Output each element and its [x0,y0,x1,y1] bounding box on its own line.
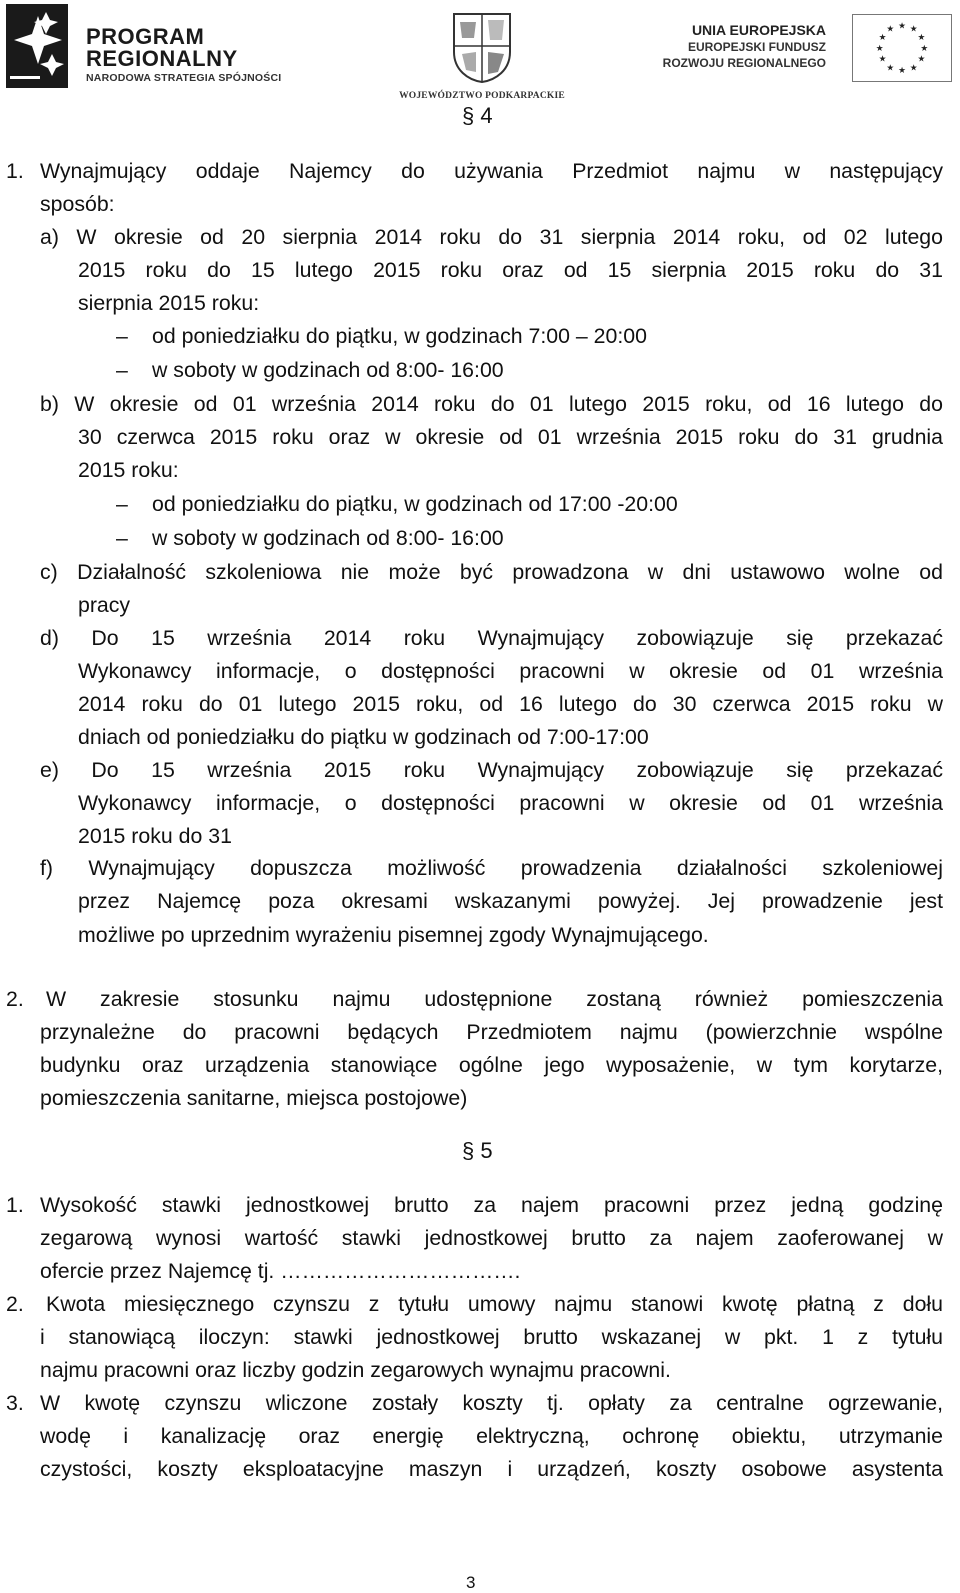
paragraph-line: Wysokość stawki jednostkowej brutto za najem pracowni przez jedną godzinę [40,1193,943,1217]
program-logo-line2: REGIONALNY [86,46,238,71]
paragraph-line: W zakresie stosunku najmu udostępnione zostaną również pomieszczenia [46,987,943,1011]
dash-bullet: – [116,358,128,382]
dash-bullet: – [116,492,128,516]
list-item-c: c) Działalność szkoleniowa nie może być prowadzona w dni ustawowo wolne od [40,560,943,584]
list-item-d: d) Do 15 września 2014 roku Wynajmujący zobowiązuje się przekazać [40,626,943,650]
program-logo-line1: PROGRAM [86,24,205,49]
paragraph-line: wodę i kanalizację oraz energię elektryczną, ochronę obiektu, utrzymanie [40,1424,943,1448]
list-item-e: Wykonawcy informacje, o dostępności pracowni w okresie od 01 września [78,791,943,815]
list-item-f: f) Wynajmujący dopuszcza możliwość prowadzenia działalności szkoleniowej [40,856,943,880]
list-item-a: sierpnia 2015 roku: [78,291,260,315]
section-heading-5: § 5 [462,1138,493,1163]
item-number: 3. [6,1391,24,1415]
region-caption: WOJEWÓDZTWO PODKARPACKIE [399,91,565,101]
list-item-e: e) Do 15 września 2015 roku Wynajmujący zobowiązuje się przekazać [40,758,943,782]
section-heading-4: § 4 [462,103,493,128]
item-number: 2. [6,987,24,1011]
paragraph-line: najmu pracowni oraz liczby godzin zegarowych wynajmu pracowni. [40,1358,671,1382]
item-number: 1. [6,1193,24,1217]
list-item-e: 2015 roku do 31 [78,824,232,848]
svg-text:★: ★ [909,62,918,73]
paragraph-line: przynależne do pracowni będących Przedmiotem najmu (powierzchnie wspólne [40,1020,943,1044]
svg-text:★: ★ [875,42,884,53]
list-item-f: możliwe po uprzednim wyrażeniu pisemnej zgody Wynajmującego. [78,923,709,947]
paragraph-line: pomieszczenia sanitarne, miejsca postojowe) [40,1086,468,1110]
list-item-a: a) W okresie od 20 sierpnia 2014 roku do 31 sierpnia 2014 roku, od 02 lutego [40,225,943,249]
page-number: 3 [466,1573,476,1592]
svg-text:★: ★ [886,23,895,34]
list-item-b: 2015 roku: [78,458,179,482]
schedule-line: od poniedziałku do piątku, w godzinach 7:00 – 20:00 [152,324,647,348]
svg-text:★: ★ [898,20,906,31]
svg-text:★: ★ [909,23,918,34]
paragraph-line: sposób: [40,192,115,216]
paragraph-line: Wynajmujący oddaje Najemcy do używania Przedmiot najmu w następujący [40,159,943,183]
list-item-c: pracy [78,593,131,617]
eu-logo-line3: ROZWOJU REGIONALNEGO [662,56,826,70]
svg-text:★: ★ [878,32,887,43]
svg-text:★: ★ [878,53,887,64]
paragraph-line: zegarową wynosi wartość stawki jednostkowej brutto za najem zaoferowanej w [40,1226,943,1250]
svg-text:★: ★ [886,62,895,73]
schedule-line: od poniedziałku do piątku, w godzinach od 17:00 -20:00 [152,492,678,516]
dash-bullet: – [116,526,128,550]
paragraph-line: i stanowiącą iloczyn: stawki jednostkowej brutto wskazanej w pkt. 1 z tytułu [40,1325,943,1349]
svg-text:★: ★ [917,32,926,43]
paragraph-line: ofercie przez Najemcę tj. ……………………………. [40,1259,521,1283]
schedule-line: w soboty w godzinach od 8:00- 16:00 [152,358,504,382]
list-item-a: 2015 roku do 15 lutego 2015 roku oraz od 15 sierpnia 2015 roku do 31 [78,258,943,282]
paragraph-line: czystości, koszty eksploatacyjne maszyn i urządzeń, koszty osobowe asystenta [40,1457,943,1481]
item-number: 1. [6,159,24,183]
list-item-d: dniach od poniedziałku do piątku w godzinach od 7:00-17:00 [78,725,649,749]
list-item-b: b) W okresie od 01 września 2014 roku do 01 lutego 2015 roku, od 16 lutego do [40,392,943,416]
paragraph-line: W kwotę czynszu wliczone zostały koszty tj. opłaty za centralne ogrzewanie, [40,1391,943,1415]
eu-logo-line2: EUROPEJSKI FUNDUSZ [687,40,826,54]
schedule-line: w soboty w godzinach od 8:00- 16:00 [152,526,504,550]
list-item-d: 2014 roku do 01 lutego 2015 roku, od 16 lutego do 30 czerwca 2015 roku w [78,692,943,716]
eu-logo-line1: UNIA EUROPEJSKA [691,22,826,38]
program-logo-line3: NARODOWA STRATEGIA SPÓJNOŚCI [86,72,282,84]
list-item-b: 30 czerwca 2015 roku oraz w okresie od 01 września 2015 roku do 31 grudnia [78,425,943,449]
svg-text:★: ★ [920,42,929,53]
paragraph-line: budynku oraz urządzenia stanowiące ogólne jego wyposażenie, w tym korytarze, [40,1053,943,1077]
list-item-f: przez Najemcę poza okresami wskazanymi powyżej. Jej prowadzenie jest [78,889,943,913]
paragraph-line: Kwota miesięcznego czynszu z tytułu umowy najmu stanowi kwotę płatną z dołu [46,1292,943,1316]
svg-text:★: ★ [917,53,926,64]
dash-bullet: – [116,324,128,348]
svg-text:★: ★ [898,65,906,76]
item-number: 2. [6,1292,24,1316]
list-item-d: Wykonawcy informacje, o dostępności pracowni w okresie od 01 września [78,659,943,683]
